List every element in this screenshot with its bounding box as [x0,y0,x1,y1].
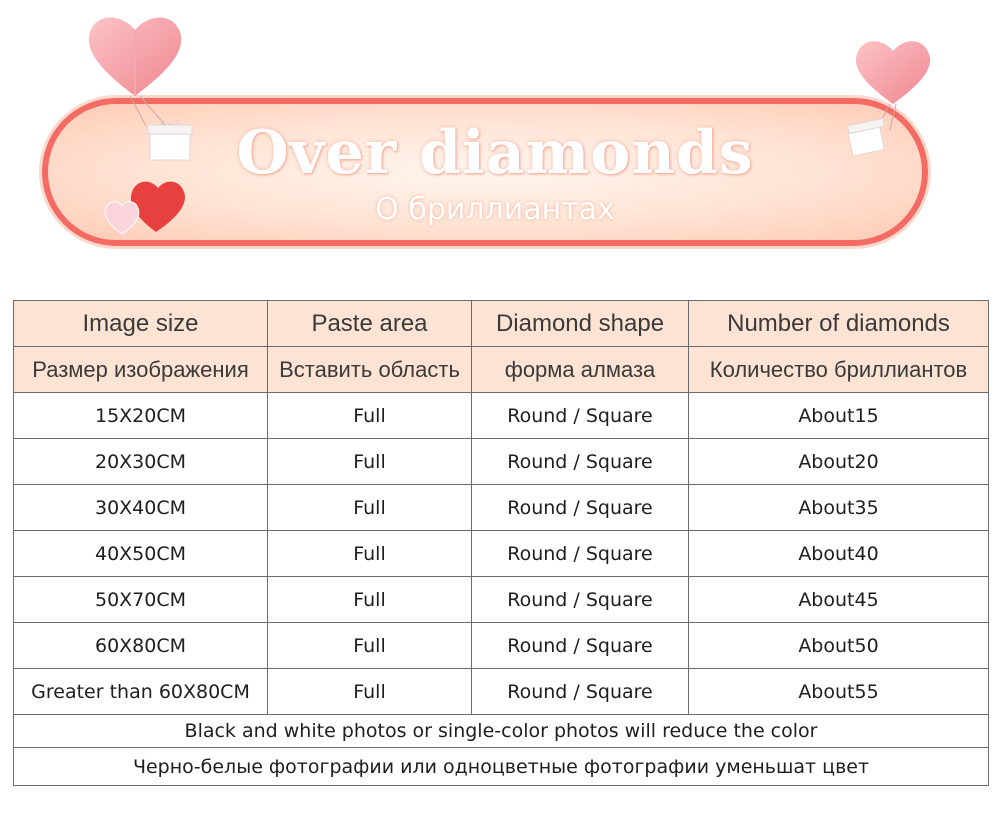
size-cell: Greater than 60X80CM [14,669,268,715]
shape-cell: Round / Square [472,393,689,439]
size-cell: 60X80CM [14,623,268,669]
count-label: About [798,588,855,611]
area-cell: Full [268,439,472,485]
count-label: About [798,680,855,703]
count-label: About [798,542,855,565]
shape-cell: Round / Square [472,623,689,669]
header-diamond-shape: Diamond shape [472,301,689,347]
heart-icon [100,172,190,240]
header-diamond-shape-ru: форма алмаза [472,347,689,393]
area-cell: Full [268,531,472,577]
gift-box-icon [146,118,194,162]
table-row [14,623,989,669]
gift-box-icon [846,116,886,156]
header-image-size: Image size [14,301,268,347]
size-cell: 15X20CM [14,393,268,439]
area-cell: Full [268,623,472,669]
header-number-of-diamonds: Number of diamonds [689,301,989,347]
shape-cell: Round / Square [472,531,689,577]
note-ru: Черно-белые фотографии или одноцветные фотографии уменьшат цвет [14,748,989,786]
size-cell: 40X50CM [14,531,268,577]
count-value: 50 [854,634,879,657]
header-row-en [14,301,989,347]
area-cell: Full [268,669,472,715]
count-value: 40 [854,542,879,565]
area-cell: Full [268,485,472,531]
table-row [14,669,989,715]
size-table [13,300,989,786]
table-row [14,439,989,485]
banner-subtitle: О бриллиантах [375,192,615,227]
count-cell [689,623,989,669]
table-row [14,577,989,623]
table-row [14,393,989,439]
count-value: 45 [854,588,879,611]
header-paste-area-ru: Вставить область [268,347,472,393]
count-value: 20 [854,450,879,473]
count-value: 35 [854,496,879,519]
table-row [14,485,989,531]
header-paste-area: Paste area [268,301,472,347]
header-number-of-diamonds-ru: Количество бриллиантов [689,347,989,393]
size-cell: 20X30CM [14,439,268,485]
shape-cell: Round / Square [472,439,689,485]
count-label: About [798,450,855,473]
area-cell: Full [268,577,472,623]
count-value: 55 [854,680,879,703]
count-cell [689,531,989,577]
note-row-en [14,715,989,748]
shape-cell: Round / Square [472,669,689,715]
note-en: Black and white photos or single-color photos will reduce the color [14,715,989,748]
size-cell: 30X40CM [14,485,268,531]
banner [0,0,1000,290]
area-cell: Full [268,393,472,439]
count-cell [689,669,989,715]
count-label: About [798,404,855,427]
banner-title: Over diamonds [236,118,754,188]
count-cell [689,439,989,485]
header-image-size-ru: Размер изображения [14,347,268,393]
header-row-ru [14,347,989,393]
count-label: About [798,496,855,519]
count-value: 15 [854,404,879,427]
count-label: About [798,634,855,657]
shape-cell: Round / Square [472,485,689,531]
count-cell [689,393,989,439]
count-cell [689,485,989,531]
shape-cell: Round / Square [472,577,689,623]
size-cell: 50X70CM [14,577,268,623]
table-row [14,531,989,577]
count-cell [689,577,989,623]
note-row-ru [14,748,989,786]
